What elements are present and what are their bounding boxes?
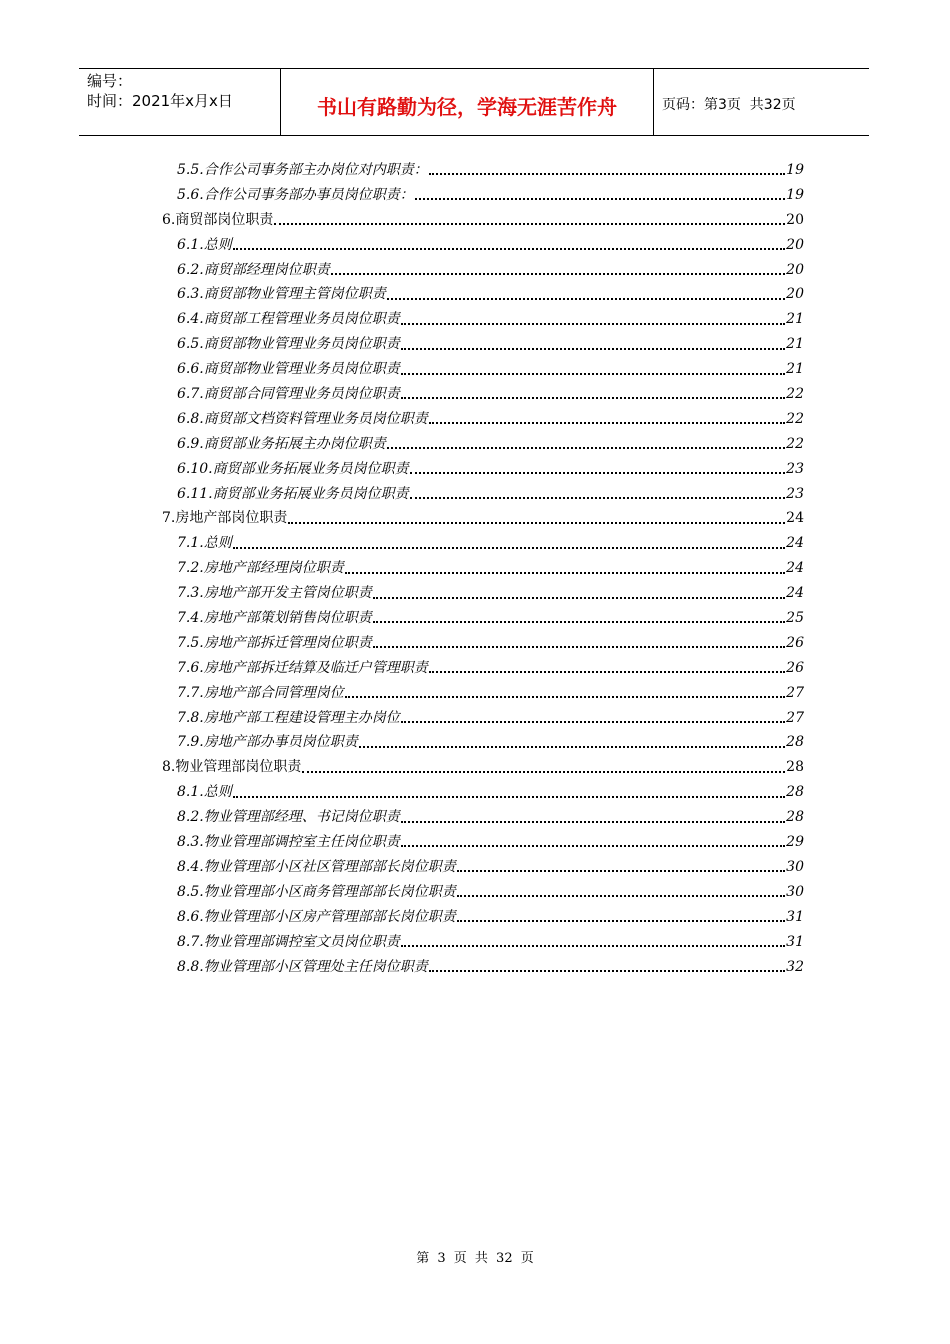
toc-entry-label: 7.6.房地产部拆迁结算及临迁户管理职责 [177,659,428,676]
header-page-info-text: 页码：第3页 共32页 [662,97,796,113]
toc-dot-leader [429,671,785,673]
toc-entry[interactable] [162,407,804,432]
header-meta [79,69,281,135]
toc-entry-label: 7.3.房地产部开发主管岗位职责 [177,585,372,602]
toc-dot-leader [373,621,785,623]
toc-entry-page-number: 30 [786,883,804,900]
toc-entry[interactable] [162,233,804,258]
toc-dot-leader [401,821,785,823]
header-motto: 书山有路勤为径，学海无涯苦作舟 [281,69,654,135]
toc-entry-label: 6.9.商贸部业务拓展主办岗位职责 [177,435,386,452]
toc-entry-label: 6.5.商贸部物业管理业务员岗位职责 [177,336,400,353]
toc-entry-label: 6.6.商贸部物业管理业务员岗位职责 [177,361,400,378]
toc-entry-label: 8.5.物业管理部小区商务管理部部长岗位职责 [177,883,456,900]
toc-dot-leader [302,771,785,773]
toc-dot-leader [429,422,785,424]
toc-entry-label: 8.6.物业管理部小区房产管理部部长岗位职责 [177,908,456,925]
toc-dot-leader [233,796,785,798]
toc-entry-page-number: 28 [786,809,804,826]
toc-entry[interactable] [162,681,804,706]
toc-entry[interactable] [162,880,804,905]
toc-entry[interactable] [162,332,804,357]
toc-entry-label: 7.7.房地产部合同管理岗位 [177,684,344,701]
toc-entry[interactable] [162,755,804,780]
toc-entry[interactable] [162,631,804,656]
toc-entry[interactable] [162,158,804,183]
toc-entry-label: 5.5.合作公司事务部主办岗位对内职责： [177,162,428,178]
page-header [79,68,869,136]
toc-dot-leader [274,223,785,225]
toc-entry[interactable] [162,855,804,880]
toc-entry-label: 7.9.房地产部办事员岗位职责 [177,734,358,751]
toc-entry[interactable] [162,183,804,208]
toc-dot-leader [401,373,785,375]
page-footer: 第 3 页 共 32 页 [416,1251,534,1266]
toc-entry-label: 7.1.总则 [177,535,232,552]
toc-entry-label: 6.8.商贸部文档资料管理业务员岗位职责 [177,410,428,427]
toc-entry[interactable] [162,581,804,606]
toc-entry-page-number: 24 [786,535,804,552]
toc-entry-page-number: 20 [786,211,804,228]
toc-entry-page-number: 24 [786,585,804,602]
toc-dot-leader [373,646,785,648]
toc-dot-leader [401,721,785,723]
toc-entry-page-number: 28 [786,734,804,751]
toc-entry-page-number: 28 [786,784,804,801]
toc-entry[interactable] [162,706,804,731]
toc-entry[interactable] [162,730,804,755]
toc-entry-label: 7.房地产部岗位职责 [162,510,288,527]
toc-dot-leader [401,945,785,947]
toc-entry-label: 6.7.商贸部合同管理业务员岗位职责 [177,386,400,403]
toc-entry-page-number: 22 [786,435,804,452]
toc-entry[interactable] [162,556,804,581]
toc-entry[interactable] [162,382,804,407]
toc-entry[interactable] [162,830,804,855]
toc-dot-leader [331,273,785,275]
toc-entry-page-number: 31 [786,908,804,925]
toc-entry[interactable] [162,656,804,681]
toc-entry-page-number: 21 [786,311,804,328]
toc-dot-leader [288,522,785,524]
toc-dot-leader [429,970,785,972]
table-of-contents [162,158,804,979]
toc-dot-leader [387,447,785,449]
toc-entry[interactable] [162,208,804,233]
toc-dot-leader [233,547,785,549]
toc-entry-page-number: 25 [786,610,804,627]
toc-entry[interactable] [162,457,804,482]
toc-entry-page-number: 23 [786,460,804,477]
toc-entry[interactable] [162,307,804,332]
toc-entry[interactable] [162,531,804,556]
toc-entry[interactable] [162,780,804,805]
toc-entry-page-number: 26 [786,634,804,651]
toc-dot-leader [345,696,785,698]
toc-entry-label: 6.1.总则 [177,236,232,253]
toc-entry-page-number: 22 [786,386,804,403]
toc-entry-label: 5.6.合作公司事务部办事员岗位职责： [177,186,414,203]
toc-dot-leader [410,497,786,499]
document-code-label: 编号： [87,72,133,90]
toc-entry-page-number: 19 [786,186,804,203]
toc-dot-leader [401,845,785,847]
toc-entry[interactable] [162,506,804,531]
toc-entry[interactable] [162,955,804,980]
toc-entry-page-number: 19 [786,162,804,178]
toc-entry-page-number: 20 [786,236,804,253]
toc-entry-page-number: 30 [786,858,804,875]
toc-entry[interactable] [162,606,804,631]
toc-entry-page-number: 31 [786,933,804,950]
toc-entry-page-number: 29 [786,834,804,851]
toc-entry-label: 6.2.商贸部经理岗位职责 [177,261,330,278]
toc-entry[interactable] [162,282,804,307]
toc-entry[interactable] [162,258,804,283]
toc-entry[interactable] [162,905,804,930]
toc-entry-label: 8.8.物业管理部小区管理处主任岗位职责 [177,958,428,975]
toc-dot-leader [457,895,785,897]
toc-entry-page-number: 22 [786,410,804,427]
toc-entry-label: 6.10.商贸部业务拓展业务员岗位职责 [177,460,409,477]
toc-entry[interactable] [162,482,804,507]
toc-dot-leader [457,920,785,922]
toc-entry-page-number: 24 [786,510,804,527]
toc-entry-label: 8.2.物业管理部经理、书记岗位职责 [177,809,400,826]
toc-entry-label: 8.7.物业管理部调控室文员岗位职责 [177,933,400,950]
toc-entry-page-number: 28 [786,759,804,776]
toc-entry-label: 7.8.房地产部工程建设管理主办岗位 [177,709,400,726]
toc-entry-page-number: 20 [786,261,804,278]
toc-dot-leader [457,870,785,872]
toc-entry-page-number: 24 [786,560,804,577]
toc-entry-page-number: 21 [786,336,804,353]
toc-dot-leader [429,173,785,175]
toc-entry-label: 6.商贸部岗位职责 [162,211,274,228]
toc-entry-page-number: 27 [786,709,804,726]
toc-entry-page-number: 20 [786,286,804,303]
toc-entry-label: 7.4.房地产部策划销售岗位职责 [177,610,372,627]
toc-entry-page-number: 26 [786,659,804,676]
document-time-label: 时间：2021年x月x日 [87,92,233,110]
toc-entry-label: 7.5.房地产部拆迁管理岗位职责 [177,634,372,651]
toc-entry-page-number: 23 [786,485,804,502]
toc-entry[interactable] [162,432,804,457]
toc-entry-label: 6.3.商贸部物业管理主管岗位职责 [177,286,386,303]
toc-entry[interactable] [162,930,804,955]
toc-entry[interactable] [162,357,804,382]
toc-dot-leader [345,572,785,574]
toc-dot-leader [401,397,785,399]
toc-dot-leader [401,323,785,325]
toc-entry[interactable] [162,805,804,830]
toc-dot-leader [359,746,785,748]
toc-dot-leader [233,248,785,250]
toc-dot-leader [387,298,785,300]
toc-dot-leader [410,472,786,474]
toc-entry-page-number: 21 [786,361,804,378]
toc-entry-label: 8.4.物业管理部小区社区管理部部长岗位职责 [177,858,456,875]
toc-entry-label: 7.2.房地产部经理岗位职责 [177,560,344,577]
toc-entry-label: 6.11.商贸部业务拓展业务员岗位职责 [177,485,409,502]
toc-entry-label: 8.3.物业管理部调控室主任岗位职责 [177,834,400,851]
toc-entry-label: 6.4.商贸部工程管理业务员岗位职责 [177,311,400,328]
toc-entry-label: 8.1.总则 [177,784,232,801]
toc-entry-label: 8.物业管理部岗位职责 [162,759,302,776]
header-page-info [654,69,869,135]
toc-entry-page-number: 32 [786,958,804,975]
toc-dot-leader [373,597,785,599]
toc-entry-page-number: 27 [786,684,804,701]
toc-dot-leader [415,198,785,200]
toc-dot-leader [401,348,785,350]
